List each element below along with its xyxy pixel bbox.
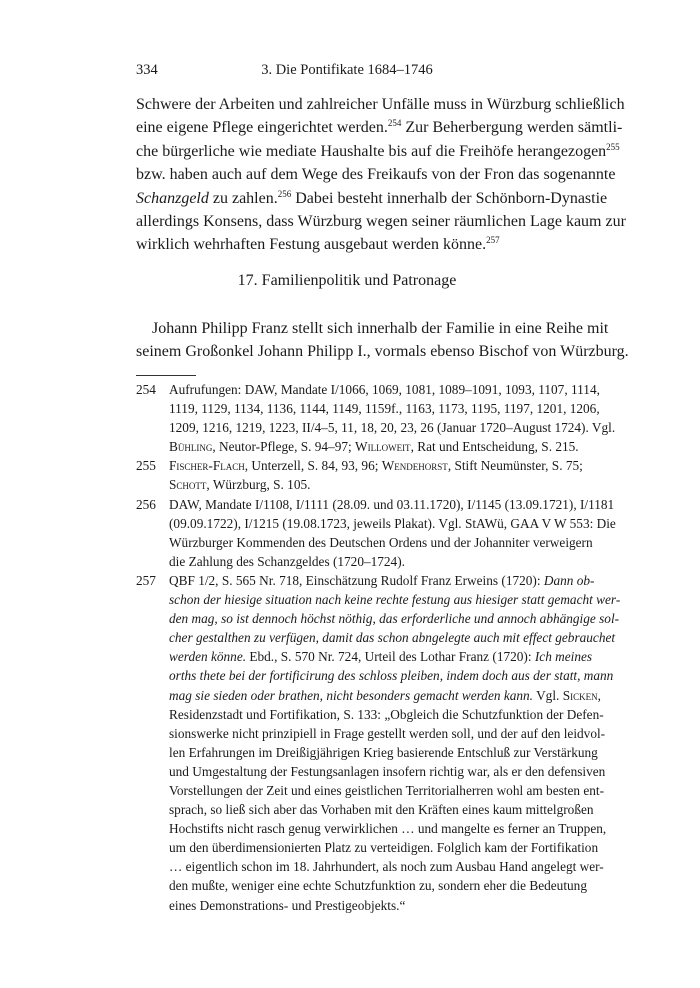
body-text: Zur Beherbergung werden sämtli- [401,119,623,137]
body-text: che bürgerliche wie mediate Haushalte bis auf die Freihöfe herangezogen [136,142,607,160]
body-paragraph [136,93,626,257]
body-line [136,187,608,210]
footnote-line [169,437,579,456]
footnote-line: (09.09.1722), I/1215 (19.08.1723, jeweils Plakat). Vgl. StAWü, GAA V W 553: Die [169,515,616,531]
body-text: bzw. haben auch auf dem Wege des Freikaufs von der Fron das sogenannte [136,166,616,184]
section-heading: 17. Familienpolitik und Patronage [237,272,457,289]
body-text: wirklich wehrhaften Festung ausgebaut werden könne. [136,236,487,254]
body-line [136,163,616,186]
footnote-text: , [597,687,601,703]
quote-italic: schon der hiesige situation nach keine rechte festung aus hiesiger statt gemacht wer- [169,592,621,608]
body-line [136,116,623,139]
body-line [136,93,625,116]
running-title: 3. Die Pontifikate 1684–1746 [261,62,433,78]
footnote-line: 1209, 1216, 1219, 1223, II/4–5, 11, 18, 20, 23, 26 (Januar 1720–August 1724). Vgl. [169,420,616,436]
quote-italic: cher gestalthen zu verfügen, damit das schon abngelegte auch mit effect gebrauchet [169,630,616,646]
footnote-line: Vorstellungen der Zeit und eines geistlichen Territorialherren wohl am besten ent- [169,782,605,798]
body-line [136,140,620,163]
footnote-ref[interactable]: 257 [486,235,500,246]
body-line: seinem Großonkel Johann Philipp I., vormals ebenso Bischof von Würzburg. [136,343,629,361]
body-line [136,233,558,256]
footnote-line: eines Demonstrations- und Prestigeobjekts.“ [169,897,406,913]
author-name: Sicken [562,687,598,703]
footnote-line: den mußte, weniger eine echte Schutzfunktion zu, sondern eher die Bedeutung [169,878,587,894]
footnote-line: Residenzstadt und Fortifikation, S. 133: „Obgleich die Schutzfunktion der Defen- [169,706,604,722]
body-line: Johann Philipp Franz stellt sich innerhalb der Familie in eine Reihe mit [152,320,609,337]
footnote-line [169,628,616,647]
footnote-line [169,475,558,494]
body-text: zu zahlen. [208,189,278,207]
footnote-line [169,456,583,475]
footnote-line: … eigentlich schon im 18. Jahrhundert, als noch zum Ausbau Hand angelegt wer- [169,859,604,875]
footnote-number: 257 [136,572,156,588]
footnote-number: 254 [136,382,156,397]
quote-italic: Ich meines [534,649,593,665]
quote-italic: Dann ob- [543,572,595,588]
footnote-line: die Zahlung des Schanzgeldes (1720–1724). [169,553,405,569]
author-name: Fischer-Flach [169,458,245,474]
page-number: 334 [136,62,158,78]
footnote-text: , Würzburg, S. 105. [206,477,311,493]
footnote-ref[interactable]: 256 [277,188,292,199]
footnote-text: , Stift Neumünster, S. 75; [447,458,583,474]
footnote-line [169,571,595,590]
footnote-line [169,686,601,705]
body-text: Dabei besteht innerhalb der Schönborn-Dynastie [291,189,608,207]
author-name: Schott [169,477,207,493]
footnote-number: 255 [136,458,156,474]
footnote-257 [136,571,621,915]
quote-italic: den mag, so ist dennoch höchst nöthig, das erforderliche und annoch abhängige sol- [169,611,620,627]
footnote-text: Ebd., S. 570 Nr. 724, Urteil des Lothar Franz (1720): [246,649,535,665]
footnote-line: sionswerke nicht prinzipiell in Frage gestellt werden soll, und der auf den leidvol- [169,725,606,741]
footnote-line [169,666,614,685]
footnote-text: , Neutor-Pflege, S. 94–97; [212,439,356,455]
footnote-line: und Umgestaltung der Festungsanlagen insofern richtig war, als er den defensiven [169,763,606,779]
footnote-ref[interactable]: 255 [606,141,620,152]
body-text: eine eigene Pflege eingerichtet werden. [136,119,388,137]
author-name: Willoweit [355,439,411,455]
footnote-ref[interactable]: 254 [387,118,402,129]
footnote-line: um den überdimensionierten Platz zu verteidigen. Folglich kam der Fortifikation [169,840,599,856]
section-paragraph [136,317,629,364]
footnote-line [169,590,621,609]
footnote-number: 256 [136,496,156,512]
body-text: Schwere der Arbeiten und zahlreicher Unfälle muss in Würzburg schließlich [136,96,625,113]
author-name: Wendehorst [381,458,448,474]
quote-italic: orths thete bei der fortificirung des schloss pleiben, indem doch aus der statt, mann [169,668,614,684]
author-name: Bühling [169,439,213,455]
footnote-text: , Unterzell, S. 84, 93, 96; [244,458,382,474]
quote-italic: werden könne. [169,649,247,665]
footnote-line [169,609,620,628]
body-line [136,210,626,233]
footnote-line: Würzburger Kommenden des Deutschen Ordens und der Johanniter verweigern [169,534,593,550]
footnote-text: , Rat und Entscheidung, S. 215. [410,439,579,455]
footnote-text: Vgl. [533,687,563,703]
footnote-line: 1119, 1129, 1134, 1136, 1144, 1149, 1159f., 1163, 1173, 1195, 1197, 1201, 1206, [169,401,600,417]
footnote-line: sprach, so ließ sich aber das Vorhaben mit den Kräften eines kaum mittelgroßen [169,802,594,818]
footnote-line: len Erfahrungen im Dreißigjährigen Krieg basierende Entschluß zur Verstärkung [169,744,598,760]
footnote-255 [136,456,583,494]
footnote-254 [136,380,616,456]
footnote-256 [136,495,616,571]
footnote-text: QBF 1/2, S. 565 Nr. 718, Einschätzung Rudolf Franz Erweins (1720): [169,572,544,588]
page-header [136,62,558,82]
footnote-line [169,647,593,666]
body-text: allerdings Konsens, dass Würzburg wegen seiner räumlichen Lage kaum zur [136,213,626,231]
footnote-line: Aufrufungen: DAW, Mandate I/1066, 1069, 1081, 1089–1091, 1093, 1107, 1114, [169,382,600,397]
footnote-line: DAW, Mandate I/1108, I/1111 (28.09. und 03.11.1720), I/1145 (13.09.1721), I/1181 [169,496,615,512]
body-italic-term: Schanzgeld [136,189,209,207]
footnotes [136,380,621,915]
footnote-line: Hochstifts nicht rasch genug verwirklichen … und mangelte es ferner an Truppen, [169,821,607,837]
footnote-separator [136,375,196,376]
quote-italic: mag sie sieden oder brathen, nicht besonders gemacht werden kann. [169,687,533,703]
